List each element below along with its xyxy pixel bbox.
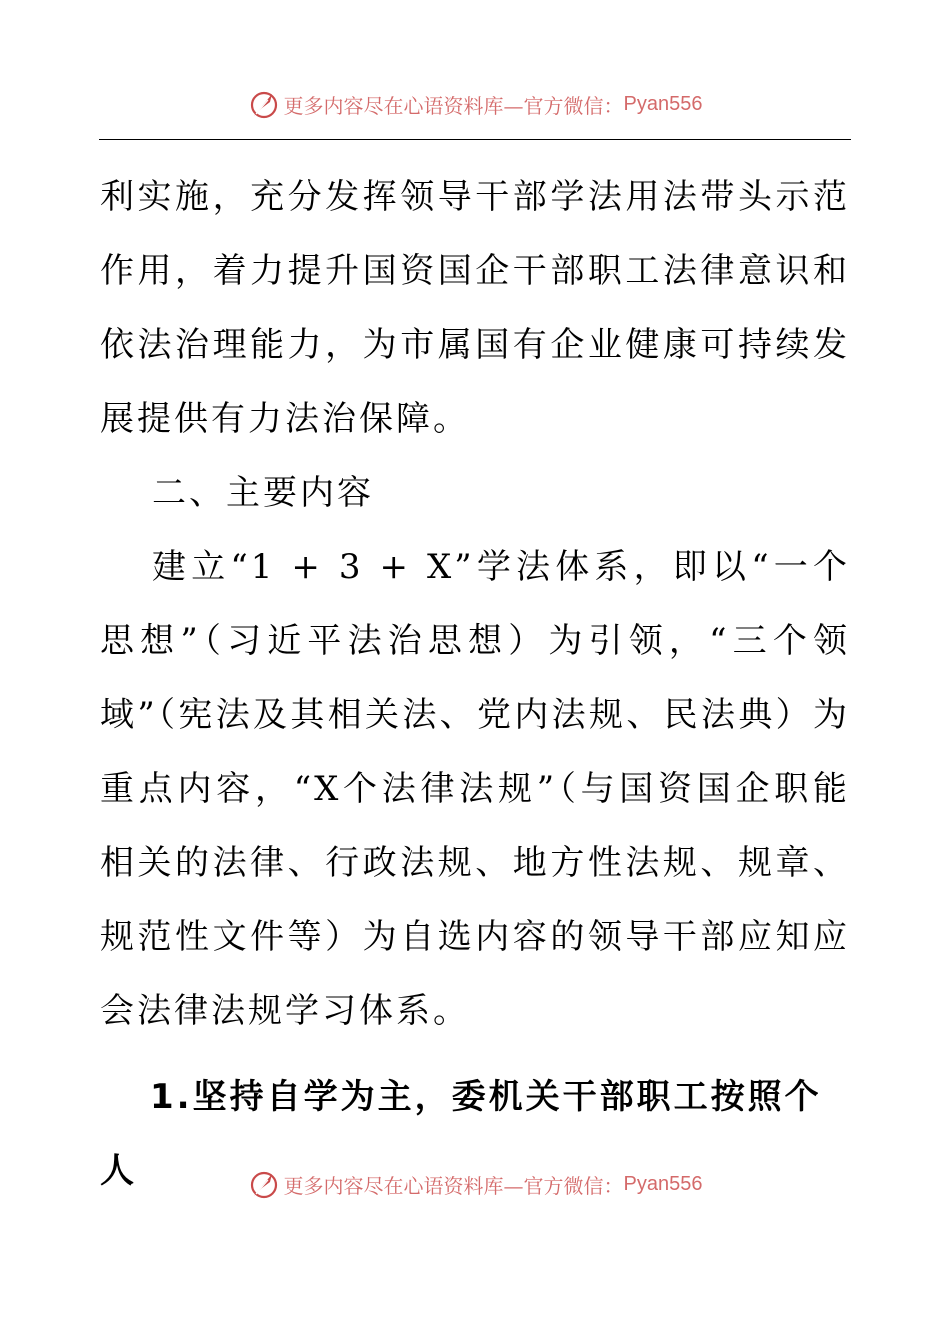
- quill-logo-icon: [248, 88, 280, 120]
- section-heading: 二、主要内容: [152, 473, 374, 513]
- header-rule: [99, 139, 851, 140]
- paragraph-continuation: 利实施，充分发挥领导干部学法用法带头示范作用，着力提升国资国企干部职工法律意识和依法治理能力，为市属国有企业健康可持续发展提供有力法治保障。: [100, 177, 850, 439]
- paragraph-system: 建立“1 + 3 + X”学法体系，即以“一个思想”（习近平法治思想）为引领，“三个领域”（宪法及其相关法、党内法规、民法典）为重点内容，“X个法律法规”（与国资国企职能相关的法律、行政法规、地方性法规、规章、规范性文件等）为自选内容的领导干部应知应会法律法规学习体系。: [100, 547, 850, 1031]
- body-content: [100, 160, 850, 1208]
- footer-watermark: [0, 1164, 950, 1204]
- watermark-text: 更多内容尽在心语资料库—官方微信：: [283, 93, 624, 118]
- quill-logo-icon: [248, 1168, 280, 1200]
- header-watermark: [0, 84, 950, 124]
- watermark-text: 更多内容尽在心语资料库—官方微信：: [283, 1173, 624, 1198]
- list-item-1: 1.坚持自学为主，委机关干部职工按照个人: [100, 1077, 822, 1191]
- watermark-handle: Pyan556: [623, 1172, 703, 1195]
- watermark-handle: Pyan556: [623, 92, 703, 115]
